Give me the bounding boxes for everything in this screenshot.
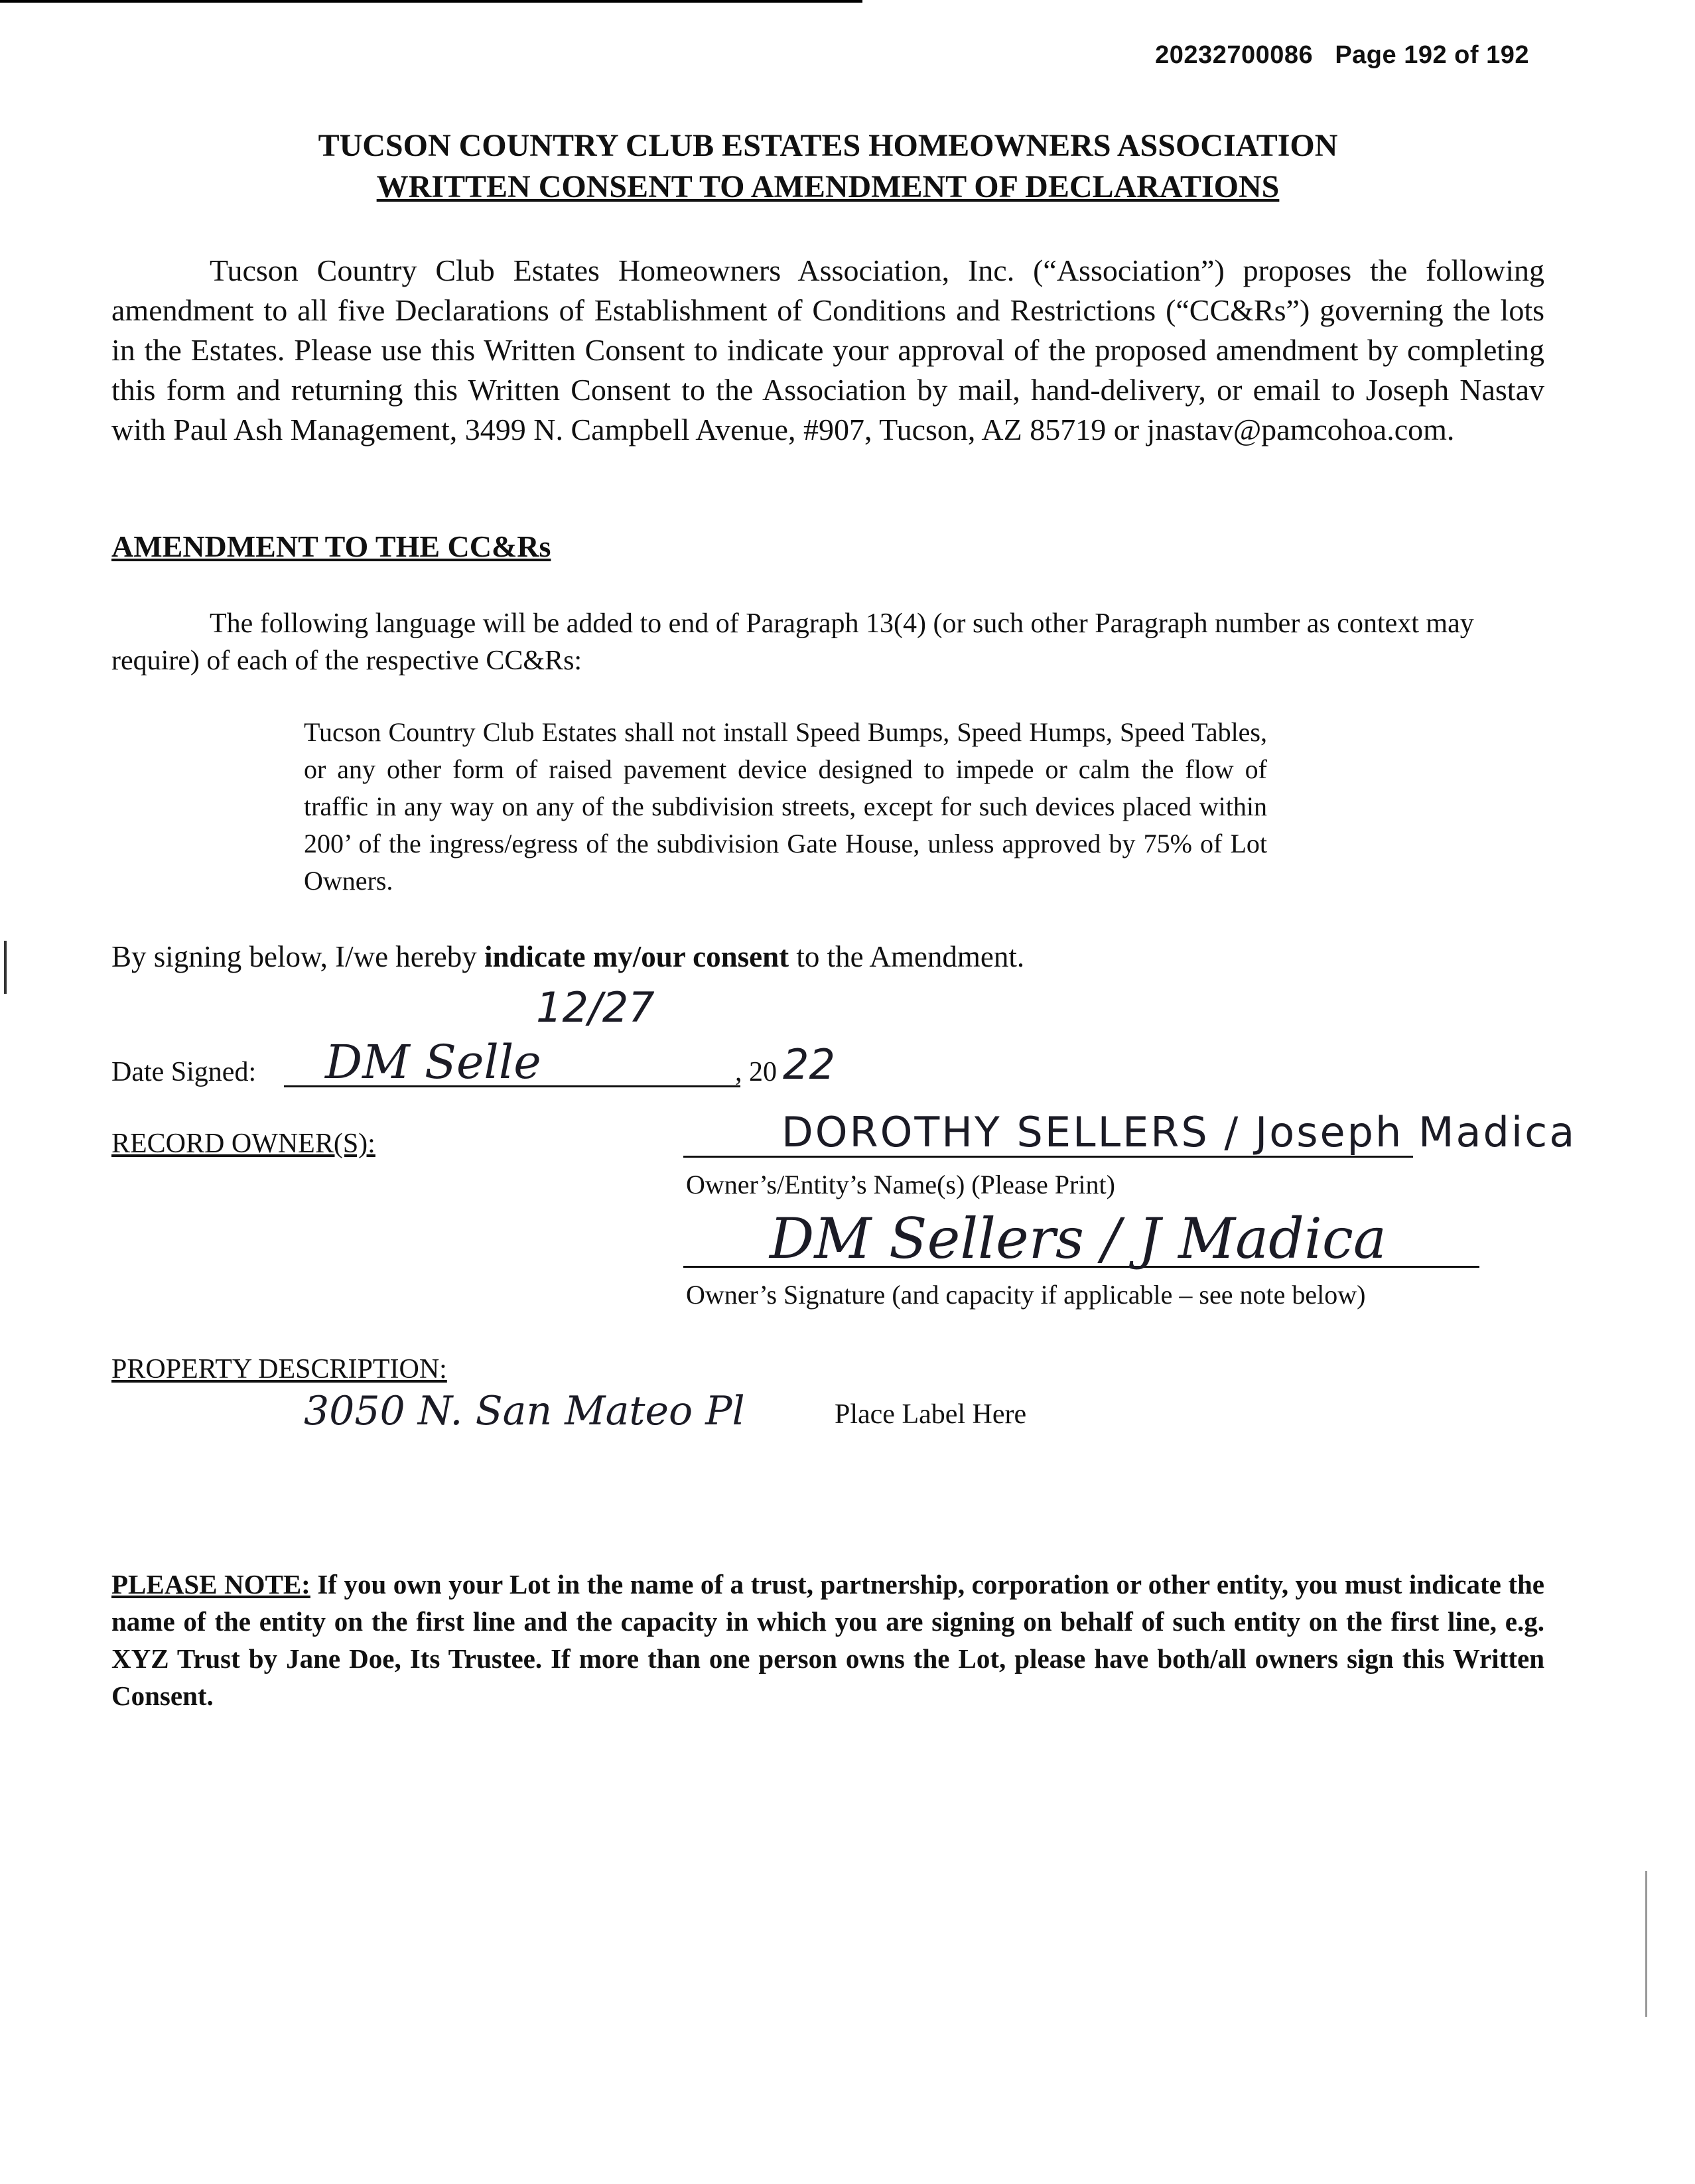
year-prefix: , 20 [735,1057,777,1087]
handwritten-year: 22 [783,1040,835,1089]
record-owners-label: RECORD OWNER(S): [111,1128,375,1159]
amendment-intro: The following language will be added to end of Paragraph 13(4) (or such other Paragraph number as context may require) of each of the respective CC&Rs: [111,608,1474,676]
association-title: TUCSON COUNTRY CLUB ESTATES HOMEOWNERS ASSOCIATION [318,128,1338,163]
document-number: 20232700086 [1155,41,1314,69]
amendment-heading: AMENDMENT TO THE CC&Rs [111,529,551,563]
handwritten-date: 12/27 [536,983,655,1032]
signature-caption: Owner’s Signature (and capacity if applicable – see note below) [686,1280,1366,1310]
handwritten-property-address: 3050 N. San Mateo Pl [304,1388,745,1434]
owner-name-caption: Owner’s/Entity’s Name(s) (Please Print) [686,1170,1115,1199]
top-scan-line [0,0,862,3]
scan-edge-line [1645,1871,1647,2017]
handwritten-owner-names: DOROTHY SELLERS / Joseph Madica [781,1108,1577,1156]
property-description-label: PROPERTY DESCRIPTION: [111,1354,447,1385]
consent-emphasis: indicate my/our consent [484,940,789,973]
note-text: If you own your Lot in the name of a trust, partnership, corporation or other entity, you must indicate the name of the entity on the first line and the capacity in which you are signing on behalf of such entity on the first line, e.g. XYZ Trust by Jane Doe, Its Trustee. If more than one person owns the Lot, please have both/all owners sign this Written Consent. [111,1569,1545,1711]
handwritten-date-initials: DM Selle [325,1035,541,1089]
please-note [111,1566,1544,1714]
date-signed-label: Date Signed: [111,1057,257,1087]
consent-prefix: By signing below, I/we hereby [111,940,484,973]
consent-statement [111,939,1024,974]
recording-header [1155,41,1529,70]
intro-paragraph: Tucson Country Club Estates Homeowners Association, Inc. (“Association”) proposes the following amendment to all five Declarations of Establishment of Conditions and Restrictions (“CC&Rs”) governing the lots in the Estates. Please use this Written Consent to indicate your approval of the proposed amendment by completing this form and returning this Written Consent to the Association by mail, hand-delivery, or email to Joseph Nastav with Paul Ash Management, 3499 N. Campbell Avenue, #907, Tucson, AZ 85719 or jnastav@pamcohoa.com. [111,253,1544,446]
amendment-language: Tucson Country Club Estates shall not install Speed Bumps, Speed Humps, Speed Tables, or any other form of raised pavement device designed to impede or calm the flow of traffic in any way on any of the subdivision streets, except for such devices placed within 200’ of the ingress/egress of the subdivision Gate House, unless approved by 75% of Lot Owners. [304,717,1267,896]
note-lead: PLEASE NOTE: [111,1569,310,1600]
scan-edge-mark [4,941,7,994]
handwritten-signatures: DM Sellers / J Madica [770,1206,1387,1271]
document-title: WRITTEN CONSENT TO AMENDMENT OF DECLARATIONS [376,169,1280,204]
consent-suffix: to the Amendment. [789,940,1025,973]
label-placeholder: Place Label Here [835,1399,1027,1430]
page-label: Page 192 of 192 [1335,41,1529,69]
